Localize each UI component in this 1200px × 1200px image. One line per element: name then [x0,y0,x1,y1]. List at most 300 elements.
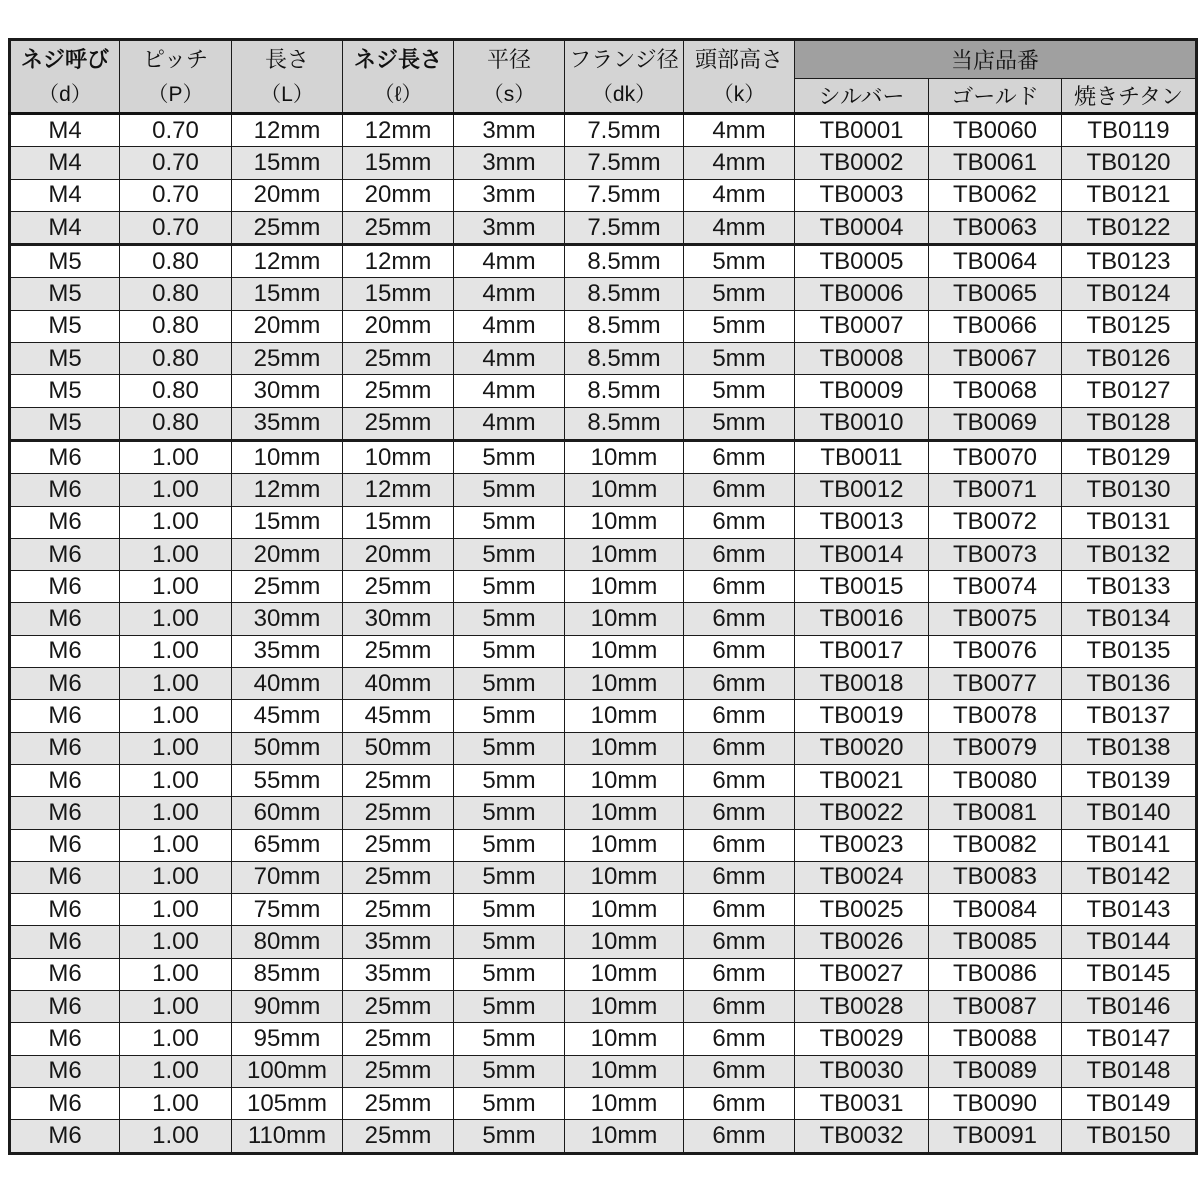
cell-pitch: 0.70 [120,211,232,244]
cell-k: 4mm [684,179,795,211]
cell-thread-length: 15mm [343,506,454,538]
cell-pitch: 0.70 [120,179,232,211]
cell-dk: 10mm [565,958,684,990]
cell-pitch: 1.00 [120,797,232,829]
cell-s: 3mm [454,179,565,211]
cell-length: 35mm [232,635,343,667]
cell-thread-length: 25mm [343,991,454,1023]
cell-d: M6 [10,1120,120,1153]
cell-s: 5mm [454,958,565,990]
cell-pitch: 1.00 [120,571,232,603]
cell-thread-length: 12mm [343,245,454,278]
cell-thread-length: 25mm [343,1087,454,1119]
cell-thread-length: 45mm [343,700,454,732]
table-row [10,668,1197,700]
cell-titanium: TB0131 [1062,506,1197,538]
cell-silver: TB0026 [795,926,929,958]
table-row [10,764,1197,796]
cell-pitch: 1.00 [120,1023,232,1055]
cell-thread-length: 20mm [343,538,454,570]
cell-titanium: TB0147 [1062,1023,1197,1055]
cell-k: 6mm [684,1087,795,1119]
cell-titanium: TB0128 [1062,407,1197,440]
cell-dk: 8.5mm [565,407,684,440]
cell-d: M5 [10,343,120,375]
cell-dk: 10mm [565,538,684,570]
cell-d: M6 [10,1087,120,1119]
cell-dk: 7.5mm [565,114,684,147]
cell-k: 6mm [684,764,795,796]
cell-s: 5mm [454,474,565,506]
cell-titanium: TB0127 [1062,375,1197,407]
cell-silver: TB0009 [795,375,929,407]
col-header-head-height [684,40,795,114]
table-row [10,310,1197,342]
cell-d: M6 [10,829,120,861]
cell-pitch: 1.00 [120,732,232,764]
cell-silver: TB0032 [795,1120,929,1153]
cell-silver: TB0012 [795,474,929,506]
cell-thread-length: 35mm [343,926,454,958]
cell-s: 5mm [454,668,565,700]
table-row [10,211,1197,244]
cell-s: 5mm [454,506,565,538]
cell-thread-length: 20mm [343,179,454,211]
cell-silver: TB0025 [795,894,929,926]
cell-pitch: 1.00 [120,700,232,732]
cell-dk: 10mm [565,991,684,1023]
cell-pitch: 0.80 [120,278,232,310]
cell-pitch: 0.80 [120,343,232,375]
cell-gold: TB0083 [929,861,1062,893]
table-row [10,1120,1197,1153]
cell-silver: TB0030 [795,1055,929,1087]
table-row [10,958,1197,990]
cell-dk: 8.5mm [565,375,684,407]
cell-pitch: 0.70 [120,114,232,147]
cell-dk: 8.5mm [565,310,684,342]
table-row [10,440,1197,473]
cell-titanium: TB0145 [1062,958,1197,990]
cell-silver: TB0004 [795,211,929,244]
cell-d: M6 [10,474,120,506]
cell-d: M6 [10,732,120,764]
cell-silver: TB0028 [795,991,929,1023]
cell-length: 30mm [232,375,343,407]
cell-thread-length: 25mm [343,343,454,375]
cell-dk: 10mm [565,1087,684,1119]
cell-length: 25mm [232,211,343,244]
cell-s: 5mm [454,603,565,635]
cell-pitch: 1.00 [120,603,232,635]
cell-silver: TB0003 [795,179,929,211]
table-row [10,894,1197,926]
cell-k: 5mm [684,245,795,278]
cell-k: 4mm [684,211,795,244]
cell-d: M6 [10,894,120,926]
cell-dk: 10mm [565,603,684,635]
col-header-thread-size [10,40,120,114]
cell-k: 6mm [684,1120,795,1153]
table-row [10,926,1197,958]
cell-s: 5mm [454,700,565,732]
cell-titanium: TB0139 [1062,764,1197,796]
cell-dk: 10mm [565,474,684,506]
cell-length: 12mm [232,245,343,278]
cell-dk: 8.5mm [565,343,684,375]
cell-thread-length: 30mm [343,603,454,635]
cell-k: 5mm [684,310,795,342]
cell-thread-length: 25mm [343,797,454,829]
cell-titanium: TB0133 [1062,571,1197,603]
cell-dk: 10mm [565,1120,684,1153]
cell-s: 4mm [454,278,565,310]
cell-d: M6 [10,926,120,958]
cell-pitch: 1.00 [120,1055,232,1087]
cell-pitch: 1.00 [120,958,232,990]
col-header-pitch-label: ピッチ [142,46,209,72]
cell-pitch: 1.00 [120,764,232,796]
cell-k: 5mm [684,407,795,440]
cell-dk: 7.5mm [565,179,684,211]
cell-d: M6 [10,635,120,667]
cell-d: M5 [10,407,120,440]
cell-thread-length: 25mm [343,1055,454,1087]
cell-d: M6 [10,861,120,893]
cell-gold: TB0082 [929,829,1062,861]
cell-length: 50mm [232,732,343,764]
cell-dk: 8.5mm [565,245,684,278]
cell-k: 6mm [684,603,795,635]
col-header-thread-length-symbol: （ℓ） [373,82,423,106]
cell-pitch: 0.80 [120,245,232,278]
cell-titanium: TB0130 [1062,474,1197,506]
cell-k: 6mm [684,1023,795,1055]
cell-gold: TB0071 [929,474,1062,506]
table-row [10,245,1197,278]
cell-pitch: 1.00 [120,668,232,700]
cell-d: M6 [10,958,120,990]
cell-gold: TB0087 [929,991,1062,1023]
col-header-thread-size-symbol: （d） [38,82,92,106]
table-row [10,114,1197,147]
cell-gold: TB0089 [929,1055,1062,1087]
cell-length: 25mm [232,343,343,375]
cell-silver: TB0001 [795,114,929,147]
cell-silver: TB0022 [795,797,929,829]
cell-d: M6 [10,991,120,1023]
cell-thread-length: 20mm [343,310,454,342]
cell-thread-length: 25mm [343,407,454,440]
cell-s: 5mm [454,829,565,861]
table-row [10,571,1197,603]
cell-silver: TB0024 [795,861,929,893]
cell-s: 5mm [454,1023,565,1055]
col-header-silver: シルバー [795,79,929,114]
cell-s: 5mm [454,1120,565,1153]
cell-titanium: TB0143 [1062,894,1197,926]
cell-gold: TB0069 [929,407,1062,440]
cell-length: 20mm [232,538,343,570]
cell-k: 6mm [684,474,795,506]
cell-length: 85mm [232,958,343,990]
cell-silver: TB0023 [795,829,929,861]
cell-silver: TB0021 [795,764,929,796]
cell-titanium: TB0124 [1062,278,1197,310]
cell-k: 6mm [684,958,795,990]
cell-thread-length: 25mm [343,829,454,861]
cell-d: M4 [10,114,120,147]
col-header-head-height-symbol: （k） [712,82,766,106]
cell-length: 35mm [232,407,343,440]
cell-d: M5 [10,310,120,342]
table-row [10,407,1197,440]
table-row [10,1087,1197,1119]
cell-dk: 10mm [565,861,684,893]
cell-d: M4 [10,179,120,211]
cell-thread-length: 25mm [343,375,454,407]
cell-thread-length: 25mm [343,211,454,244]
cell-titanium: TB0136 [1062,668,1197,700]
cell-s: 5mm [454,926,565,958]
cell-thread-length: 35mm [343,958,454,990]
cell-d: M6 [10,440,120,473]
cell-silver: TB0019 [795,700,929,732]
cell-d: M5 [10,245,120,278]
cell-thread-length: 25mm [343,635,454,667]
cell-thread-length: 25mm [343,1023,454,1055]
table-row [10,603,1197,635]
cell-titanium: TB0120 [1062,147,1197,179]
cell-d: M6 [10,797,120,829]
cell-gold: TB0070 [929,440,1062,473]
cell-titanium: TB0138 [1062,732,1197,764]
cell-pitch: 0.80 [120,407,232,440]
cell-d: M6 [10,1023,120,1055]
table-row [10,861,1197,893]
cell-titanium: TB0123 [1062,245,1197,278]
cell-titanium: TB0142 [1062,861,1197,893]
cell-gold: TB0063 [929,211,1062,244]
cell-silver: TB0015 [795,571,929,603]
table-row [10,797,1197,829]
col-header-flat-diameter-symbol: （s） [482,82,536,106]
cell-pitch: 1.00 [120,635,232,667]
cell-silver: TB0013 [795,506,929,538]
cell-pitch: 1.00 [120,474,232,506]
cell-length: 30mm [232,603,343,635]
cell-gold: TB0085 [929,926,1062,958]
cell-pitch: 1.00 [120,1087,232,1119]
cell-s: 5mm [454,635,565,667]
cell-dk: 10mm [565,894,684,926]
screw-spec-table [8,38,1198,1155]
cell-gold: TB0090 [929,1087,1062,1119]
cell-thread-length: 25mm [343,1120,454,1153]
col-header-flange-diameter [565,40,684,114]
cell-pitch: 1.00 [120,829,232,861]
cell-silver: TB0006 [795,278,929,310]
table-row [10,506,1197,538]
cell-dk: 10mm [565,732,684,764]
cell-gold: TB0061 [929,147,1062,179]
cell-dk: 7.5mm [565,211,684,244]
cell-length: 100mm [232,1055,343,1087]
cell-s: 3mm [454,147,565,179]
cell-s: 5mm [454,861,565,893]
cell-gold: TB0079 [929,732,1062,764]
cell-k: 6mm [684,506,795,538]
cell-silver: TB0018 [795,668,929,700]
cell-d: M6 [10,538,120,570]
table-row [10,538,1197,570]
cell-silver: TB0005 [795,245,929,278]
col-header-length-symbol: （L） [260,82,314,106]
table-row [10,343,1197,375]
cell-silver: TB0029 [795,1023,929,1055]
cell-s: 4mm [454,375,565,407]
col-header-thread-length-label: ネジ長さ [353,46,442,72]
cell-length: 20mm [232,310,343,342]
cell-gold: TB0064 [929,245,1062,278]
cell-thread-length: 10mm [343,440,454,473]
cell-titanium: TB0132 [1062,538,1197,570]
cell-gold: TB0084 [929,894,1062,926]
cell-k: 6mm [684,797,795,829]
cell-s: 5mm [454,571,565,603]
col-header-part-number-group: 当店品番 [795,40,1197,79]
cell-k: 6mm [684,732,795,764]
cell-silver: TB0017 [795,635,929,667]
table-row [10,179,1197,211]
cell-silver: TB0010 [795,407,929,440]
cell-thread-length: 25mm [343,894,454,926]
cell-length: 70mm [232,861,343,893]
cell-length: 95mm [232,1023,343,1055]
cell-pitch: 1.00 [120,926,232,958]
cell-length: 20mm [232,179,343,211]
cell-pitch: 1.00 [120,506,232,538]
cell-titanium: TB0140 [1062,797,1197,829]
table-row [10,829,1197,861]
col-header-length-label: 長さ [264,46,309,72]
cell-titanium: TB0134 [1062,603,1197,635]
cell-thread-length: 50mm [343,732,454,764]
cell-silver: TB0011 [795,440,929,473]
cell-dk: 10mm [565,1055,684,1087]
cell-silver: TB0008 [795,343,929,375]
cell-gold: TB0073 [929,538,1062,570]
cell-k: 4mm [684,147,795,179]
cell-dk: 10mm [565,700,684,732]
cell-titanium: TB0146 [1062,991,1197,1023]
cell-d: M6 [10,506,120,538]
cell-gold: TB0060 [929,114,1062,147]
cell-thread-length: 25mm [343,764,454,796]
cell-dk: 10mm [565,1023,684,1055]
cell-titanium: TB0150 [1062,1120,1197,1153]
cell-d: M6 [10,603,120,635]
cell-dk: 10mm [565,797,684,829]
cell-d: M6 [10,571,120,603]
cell-length: 55mm [232,764,343,796]
cell-length: 60mm [232,797,343,829]
cell-d: M4 [10,147,120,179]
cell-pitch: 1.00 [120,538,232,570]
table-row [10,732,1197,764]
col-header-thread-size-label: ネジ呼び [20,46,109,72]
cell-k: 4mm [684,114,795,147]
table-header [10,40,1197,114]
cell-length: 105mm [232,1087,343,1119]
cell-dk: 10mm [565,926,684,958]
cell-d: M5 [10,278,120,310]
col-header-gold: ゴールド [929,79,1062,114]
cell-pitch: 1.00 [120,861,232,893]
cell-d: M6 [10,1055,120,1087]
cell-dk: 10mm [565,668,684,700]
cell-dk: 7.5mm [565,147,684,179]
cell-k: 6mm [684,668,795,700]
cell-gold: TB0075 [929,603,1062,635]
cell-k: 6mm [684,1055,795,1087]
cell-k: 6mm [684,635,795,667]
cell-titanium: TB0121 [1062,179,1197,211]
cell-k: 6mm [684,571,795,603]
cell-k: 6mm [684,861,795,893]
cell-pitch: 0.70 [120,147,232,179]
cell-s: 4mm [454,310,565,342]
col-header-flange-diameter-label: フランジ径 [569,46,679,72]
cell-pitch: 0.80 [120,310,232,342]
cell-thread-length: 25mm [343,571,454,603]
cell-gold: TB0072 [929,506,1062,538]
cell-silver: TB0016 [795,603,929,635]
table-row [10,278,1197,310]
col-header-flat-diameter [454,40,565,114]
cell-gold: TB0091 [929,1120,1062,1153]
cell-d: M6 [10,668,120,700]
cell-gold: TB0067 [929,343,1062,375]
cell-dk: 10mm [565,571,684,603]
table-row [10,1023,1197,1055]
col-header-flat-diameter-label: 平径 [486,46,531,72]
cell-s: 3mm [454,211,565,244]
cell-length: 15mm [232,506,343,538]
cell-k: 6mm [684,894,795,926]
col-header-thread-length [343,40,454,114]
cell-thread-length: 15mm [343,147,454,179]
cell-titanium: TB0144 [1062,926,1197,958]
cell-thread-length: 12mm [343,474,454,506]
cell-length: 10mm [232,440,343,473]
col-header-length [232,40,343,114]
cell-length: 40mm [232,668,343,700]
cell-length: 15mm [232,278,343,310]
screw-spec-table-container [8,38,1198,1155]
cell-d: M6 [10,764,120,796]
table-row [10,991,1197,1023]
cell-dk: 10mm [565,635,684,667]
cell-length: 45mm [232,700,343,732]
cell-silver: TB0027 [795,958,929,990]
cell-pitch: 1.00 [120,440,232,473]
cell-k: 5mm [684,343,795,375]
cell-d: M5 [10,375,120,407]
cell-length: 80mm [232,926,343,958]
cell-s: 5mm [454,1087,565,1119]
cell-titanium: TB0126 [1062,343,1197,375]
